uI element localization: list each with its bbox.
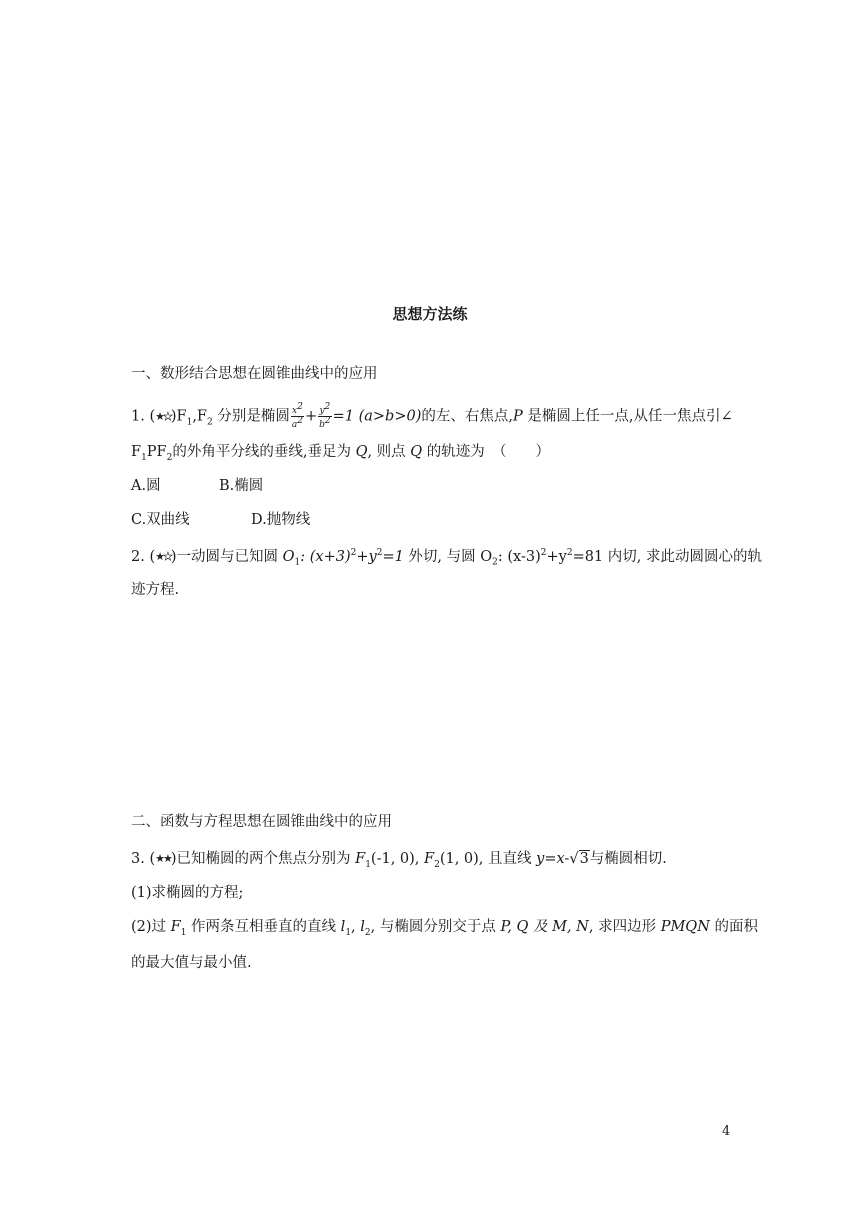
option-d: D.抛物线 [251, 512, 311, 528]
fraction-x-over-a: $\frac{x^2}{a^2}$ [291, 402, 303, 430]
difficulty-stars-icon: ★★ [155, 409, 171, 423]
question-3-part-2-line-2: 的最大值与最小值. [131, 955, 252, 971]
question-3-line-1: 3. (★★)已知椭圆的两个焦点分别为 $F_1(-1$, 0), $F_2(1$, 0), 且直线 y=x-√3与椭圆相切. [131, 851, 667, 870]
section-heading-2: 二、函数与方程思想在圆锥曲线中的应用 [131, 814, 392, 830]
question-3-part-1: (1)求椭圆的方程; [131, 885, 244, 901]
page-number: 4 [722, 1124, 731, 1139]
question-1-line-1: 1. $(★★)F_1,F_2$ 分别是椭圆 $\frac{x^2}{a^2}$ + $\frac{y^2}{b^2}$ =1 (a>b>0)的左、右焦点,P 是椭圆上任一点,从任一焦点引∠ [131, 402, 733, 430]
question-2-line-2: 迹方程. [131, 582, 180, 598]
option-c: C.双曲线 [131, 512, 190, 528]
question-2-line-1: 2. (★★)一动圆与已知圆 $O_1$: $(x+3)^2+y^2=1$ 外切, 与圆 $O_2$: $(x-3)^2+y^2=81$ 内切, 求此动圆圆心的轨 [131, 548, 762, 568]
sqrt-symbol: √3 [569, 851, 589, 867]
fraction-y-over-b: $\frac{y^2}{b^2}$ [319, 402, 331, 430]
option-b: B.椭圆 [219, 478, 264, 494]
page-title: 思想方法练 [392, 305, 468, 323]
difficulty-stars-icon: ★★ [155, 549, 171, 563]
question-1-line-2: $F_1PF_2$的外角平分线的垂线,垂足为 Q, 则点 Q 的轨迹为 （ ） [131, 444, 551, 463]
question-3-part-2-line-1: (2)过 $F_1$ 作两条互相垂直的直线 $l_1$, $l_2$, 与椭圆分别交于点 P, Q 及 M, N, 求四边形 PMQN 的面积 [131, 919, 758, 938]
option-a: A.圆 [131, 478, 161, 494]
difficulty-stars-icon: ★★ [155, 852, 171, 865]
section-heading-1: 一、数形结合思想在圆锥曲线中的应用 [131, 366, 378, 382]
